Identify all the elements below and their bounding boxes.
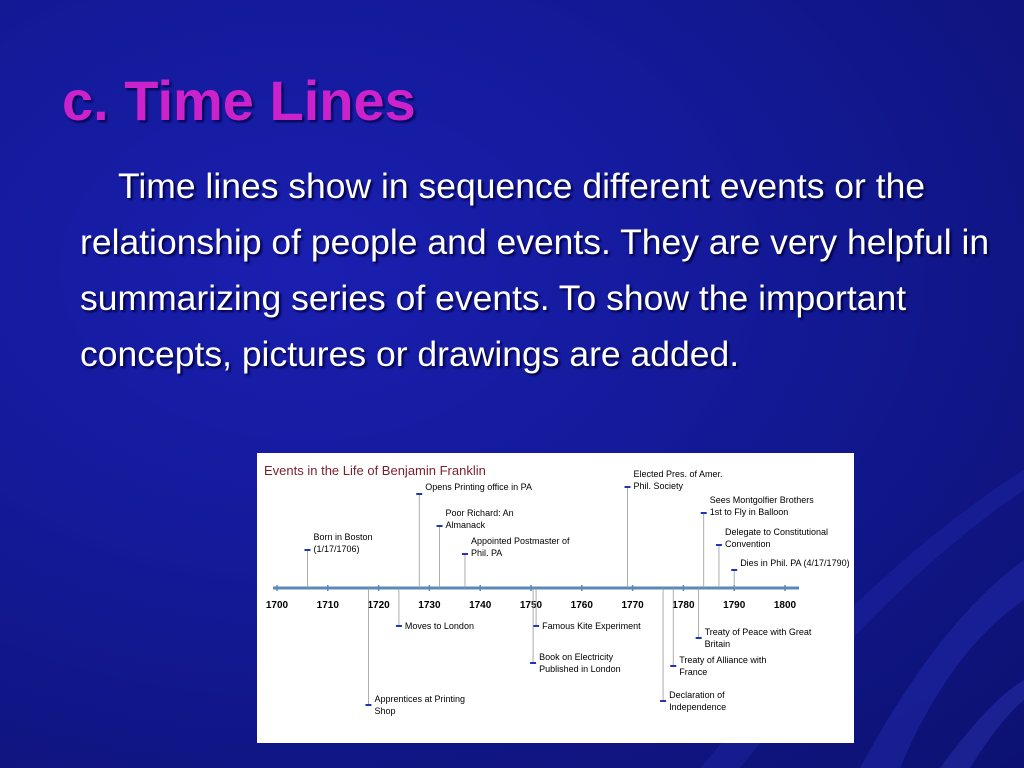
tick-label: 1720 bbox=[367, 600, 390, 611]
event-label-below: Britain bbox=[704, 639, 731, 649]
event-label-above: Poor Richard: An bbox=[445, 508, 514, 518]
tick-label: 1740 bbox=[469, 600, 492, 611]
event-label-above: Dies in Phil. PA (4/17/1790) bbox=[740, 558, 850, 568]
event-label-below: Book on Electricity bbox=[539, 652, 614, 662]
event-label-below: Declaration of bbox=[669, 690, 725, 700]
tick-label: 1770 bbox=[621, 600, 644, 611]
event-label-above: 1st to Fly in Balloon bbox=[709, 507, 789, 517]
event-label-below: Famous Kite Experiment bbox=[542, 621, 641, 631]
tick-label: 1760 bbox=[570, 600, 593, 611]
event-label-above: Phil. Society bbox=[633, 481, 684, 491]
event-label-below: Published in London bbox=[539, 664, 621, 674]
event-label-above: Born in Boston bbox=[313, 532, 373, 542]
event-label-below: Moves to London bbox=[404, 621, 474, 631]
tick-label: 1800 bbox=[773, 600, 797, 611]
slide-body-text: Time lines show in sequence different events or the relationship of people and events. They are very helpful in summarizing series of events. To show the important concepts, pictures or drawings are added. bbox=[80, 166, 990, 374]
event-label-above: (1/17/1706) bbox=[313, 544, 360, 554]
tick-label: 1790 bbox=[723, 600, 746, 611]
event-label-above: Sees Montgolfier Brothers bbox=[709, 495, 814, 505]
event-label-below: Treaty of Peace with Great bbox=[704, 627, 812, 637]
event-label-below: Shop bbox=[374, 706, 396, 716]
event-label-below: Independence bbox=[669, 702, 727, 712]
franklin-timeline-diagram bbox=[257, 453, 854, 743]
event-label-above: Opens Printing office in PA bbox=[425, 482, 532, 492]
timeline-svg bbox=[257, 453, 854, 743]
event-label-below: Treaty of Alliance with bbox=[679, 655, 767, 665]
event-label-above: Delegate to Constitutional bbox=[724, 527, 829, 537]
tick-label: 1710 bbox=[316, 600, 339, 611]
event-label-below: France bbox=[679, 667, 708, 677]
event-label-above: Elected Pres. of Amer. bbox=[633, 469, 723, 479]
event-label-above: Convention bbox=[724, 539, 771, 549]
tick-label: 1730 bbox=[418, 600, 441, 611]
event-label-above: Almanack bbox=[445, 520, 486, 530]
timeline-title: Events in the Life of Benjamin Franklin bbox=[264, 463, 486, 478]
tick-label: 1700 bbox=[265, 600, 289, 611]
tick-label: 1750 bbox=[519, 600, 543, 611]
slide-title: c. Time Lines bbox=[62, 69, 416, 132]
event-label-above: Phil. PA bbox=[470, 548, 503, 558]
event-label-above: Appointed Postmaster of bbox=[470, 536, 570, 546]
event-label-below: Apprentices at Printing bbox=[374, 694, 466, 704]
tick-label: 1780 bbox=[672, 600, 695, 611]
